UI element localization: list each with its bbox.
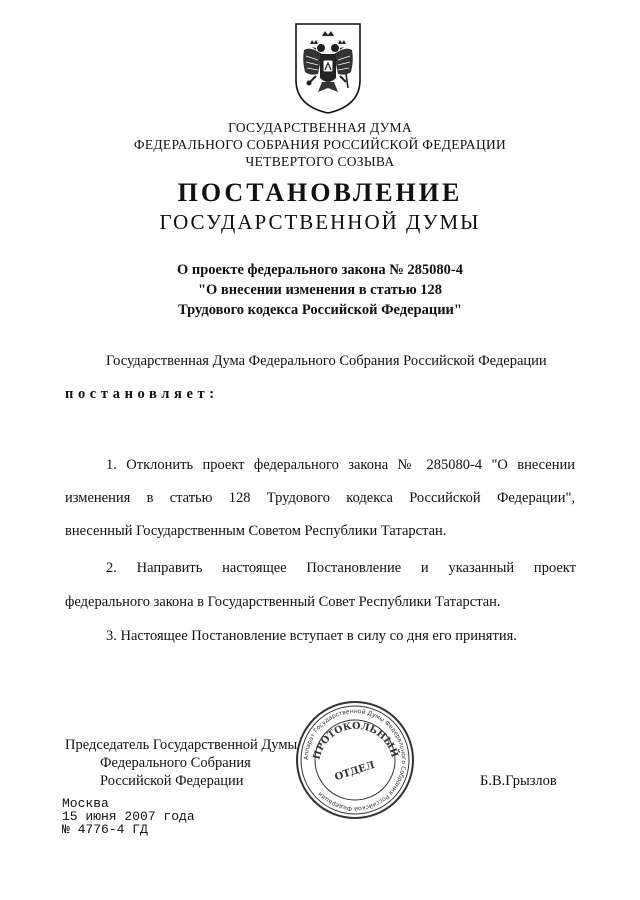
item-1-line-2: изменения в статью 128 Трудового кодекса Российской Федерации", <box>65 490 575 506</box>
item-3-text: 3. Настоящее Постановление вступает в силу со дня его принятия. <box>106 628 517 644</box>
document-title: ПОСТАНОВЛЕНИЕ <box>177 178 463 207</box>
stamp-ring-text: Аппарат Государственной Думы Федерального Собрания Российской Федерации <box>302 707 408 813</box>
coat-of-arms-icon <box>292 20 364 116</box>
subject-line-3: Трудового кодекса Российской Федерации" <box>178 302 462 318</box>
signatory-line-1: Председатель Государственной Думы <box>65 737 298 753</box>
stamp-center-line-2: ОТДЕЛ <box>333 759 377 784</box>
signatory-name: Б.В.Грызлов <box>480 773 557 789</box>
intro-text: Государственная Дума Федерального Собрания Российской Федерации <box>106 353 547 369</box>
org-line-3: ЧЕТВЕРТОГО СОЗЫВА <box>245 154 395 169</box>
signatory-line-2: Федерального Собрания <box>100 755 251 771</box>
subject-line-1: О проекте федерального закона № 285080-4 <box>176 262 464 278</box>
item-2-line-1: 2. Направить настоящее Постановление и указанный проект <box>106 560 576 576</box>
stamp-center-line-1: ПРОТОКОЛЬНЫЙ <box>311 720 400 761</box>
footer-number: № 4776-4 ГД <box>62 822 148 837</box>
footer-date: 15 июня 2007 года <box>62 809 195 824</box>
item-1-line-3: внесенный Государственным Советом Республики Татарстан. <box>65 523 447 539</box>
signatory-line-3: Российской Федерации <box>100 773 244 789</box>
subject-line-2: "О внесении изменения в статью 128 <box>197 282 443 298</box>
resolves-text: постановляет: <box>65 386 219 402</box>
protocol-department-stamp <box>293 698 417 822</box>
document-subtitle: ГОСУДАРСТВЕННОЙ ДУМЫ <box>159 210 481 234</box>
item-1-line-1: 1. Отклонить проект федерального закона № 285080-4 "О внесении <box>106 457 575 473</box>
footer-city: Москва <box>62 796 109 811</box>
item-2-line-2: федерального закона в Государственный Совет Республики Татарстан. <box>65 594 501 610</box>
org-line-1: ГОСУДАРСТВЕННАЯ ДУМА <box>228 120 412 135</box>
org-line-2: ФЕДЕРАЛЬНОГО СОБРАНИЯ РОССИЙСКОЙ ФЕДЕРАЦИИ <box>133 137 507 152</box>
